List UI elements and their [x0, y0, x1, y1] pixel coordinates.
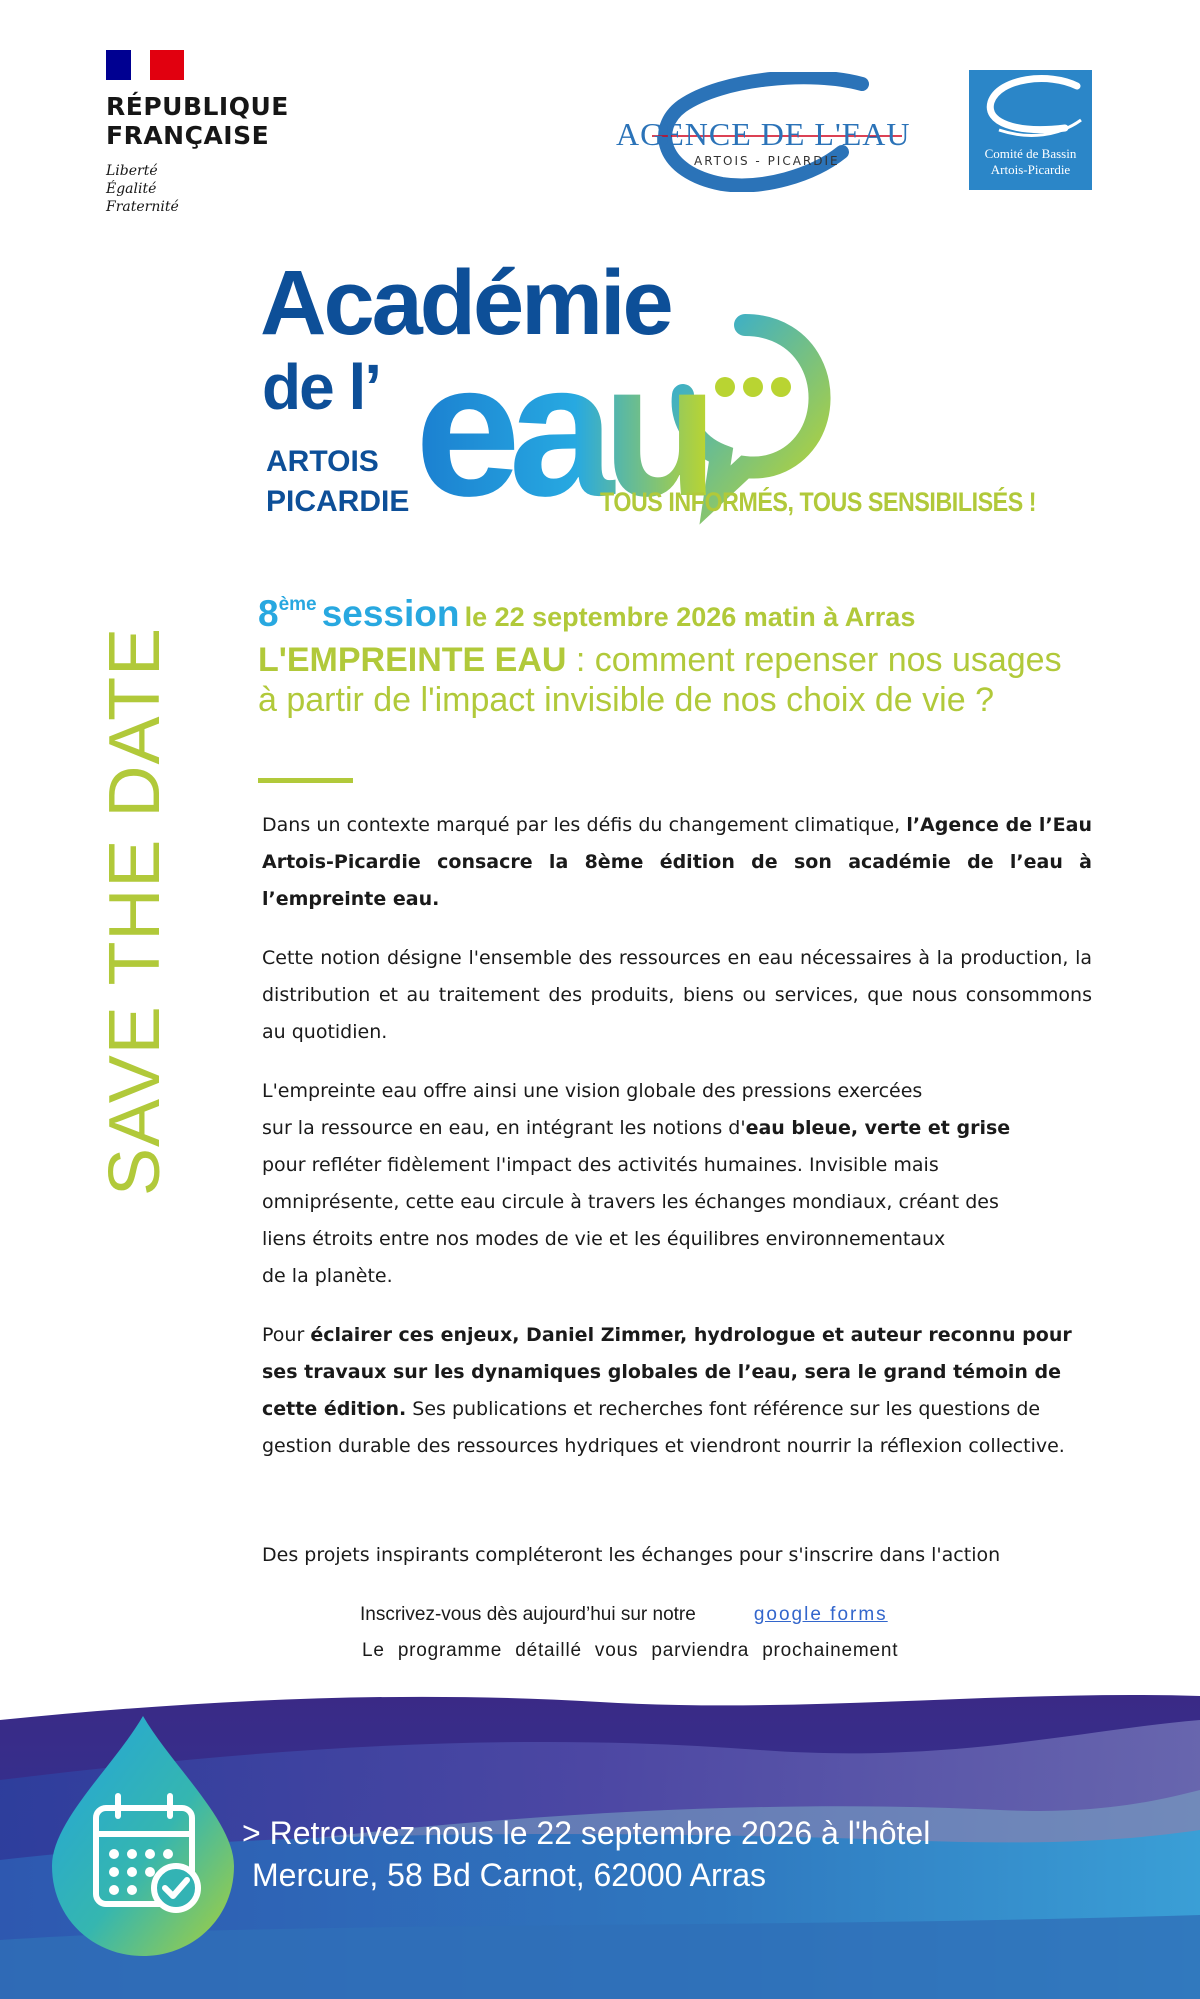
p2-text: Cette notion désigne l'ensemble des ressources en eau nécessaires à la production, la distribution et au traitement des produits, biens ou services, que nous consommons au quotidien. [262, 947, 1092, 1043]
rf-motto [106, 162, 289, 216]
p3-line3: pour refléter fidèlement l'impact des activités humaines. Invisible mais [262, 1154, 939, 1176]
paragraph-4 [262, 1317, 1092, 1465]
p3-line1: L'empreinte eau offre ainsi une vision globale des pressions exercées [262, 1080, 923, 1102]
paragraph-3 [262, 1073, 1092, 1295]
p4-bold: éclairer ces enjeux, Daniel Zimmer, hydrologue et auteur reconnu pour ses travaux sur les dynamiques globales de l’eau, sera le grand témoin de cette édition. [262, 1324, 1072, 1420]
session-date: le 22 septembre 2026 matin à Arras [464, 602, 916, 632]
topic-underline [258, 778, 353, 783]
rf-name-line2: FRANÇAISE [106, 121, 270, 150]
p1-bold: l’Agence de l’Eau Artois-Picardie consacre la 8ème édition de son académie de l’eau à l’empreinte eau. [262, 814, 1092, 910]
republique-francaise-logo [106, 50, 289, 216]
inscription-text: Inscrivez-vous dès aujourd’hui sur notre [360, 1604, 696, 1625]
p5-text: Des projets inspirants compléteront les échanges pour s'inscrire dans l'action [262, 1544, 1001, 1566]
p3-line6: de la planète. [262, 1265, 393, 1287]
topic-title-rest: : comment repenser nos usages à partir de l'impact invisible de nos choix de vie ? [258, 641, 1062, 719]
academie-title: Académie [260, 252, 671, 354]
footer-line2: Mercure, 58 Bd Carnot, 62000 Arras [252, 1857, 767, 1893]
inscription-line [360, 1597, 888, 1633]
french-flag-icon [106, 50, 184, 80]
agence-de-l-eau-logo [612, 72, 924, 192]
comite-swoosh-icon [969, 70, 1092, 146]
save-the-date-vertical: SAVE THE DATE [95, 626, 175, 1196]
paragraph-5 [262, 1537, 1092, 1574]
p4-text-a: Pour [262, 1324, 311, 1346]
session-sup: ème [278, 594, 317, 615]
session-heading [258, 593, 1138, 635]
academie-de: de l’ [262, 351, 381, 423]
paragraph-2 [262, 940, 1092, 1051]
topic-title-bold: L'EMPREINTE EAU [258, 641, 567, 679]
agence-title: AGENCE DE L'EAU [616, 116, 911, 152]
p3-line2 [262, 1110, 1092, 1147]
p3-line2-bold: eau bleue, verte et grise [745, 1117, 1011, 1139]
google-forms-link[interactable]: google forms [753, 1604, 888, 1625]
programme-notice: Le programme détaillé vous parviendra prochainement [362, 1640, 899, 1661]
calendar-drop-icon [52, 1716, 234, 1956]
p3-line5: liens étroits entre nos modes de vie et les équilibres environnementaux [262, 1228, 946, 1250]
rf-name-line1: RÉPUBLIQUE [106, 92, 289, 121]
p4-text-c: Ses publications et recherches font référence sur les questions de gestion durable des ressources hydriques et viendront nourrir la réflexion collective. [262, 1398, 1065, 1457]
comite-text [969, 146, 1092, 178]
comite-line1: Comité de Bassin [984, 146, 1077, 161]
academie-de-l-eau-logo [260, 252, 1037, 535]
p3-line4: omniprésente, cette eau circule à travers les échanges mondiaux, créant des [262, 1191, 999, 1213]
p1-text: Dans un contexte marqué par les défis du changement climatique, [262, 814, 907, 836]
svg-text:eau: eau [415, 324, 707, 525]
rf-motto-fraternite: Fraternité [106, 199, 179, 215]
academie-picardie: PICARDIE [266, 485, 410, 518]
topic-title [258, 640, 1078, 720]
rf-motto-liberte: Liberté [106, 163, 158, 179]
footer-address [242, 1812, 930, 1896]
p3-line2-text: sur la ressource en eau, en intégrant les notions d' [262, 1117, 746, 1139]
comite-de-bassin-logo [969, 70, 1092, 190]
session-number: 8 [258, 593, 279, 634]
paragraph-1 [262, 807, 1092, 918]
rf-motto-egalite: Égalité [106, 181, 157, 197]
academie-artois: ARTOIS [266, 445, 379, 478]
academie-slogan: TOUS INFORMÉS, TOUS SENSIBILISÉS ! [600, 487, 1037, 517]
rf-name [106, 92, 289, 150]
comite-line2: Artois-Picardie [990, 162, 1071, 177]
footer-line1: > Retrouvez nous le 22 septembre 2026 à l'hôtel [242, 1815, 931, 1851]
session-word: session [321, 593, 460, 634]
agence-subtitle: ARTOIS - PICARDIE [694, 154, 840, 168]
